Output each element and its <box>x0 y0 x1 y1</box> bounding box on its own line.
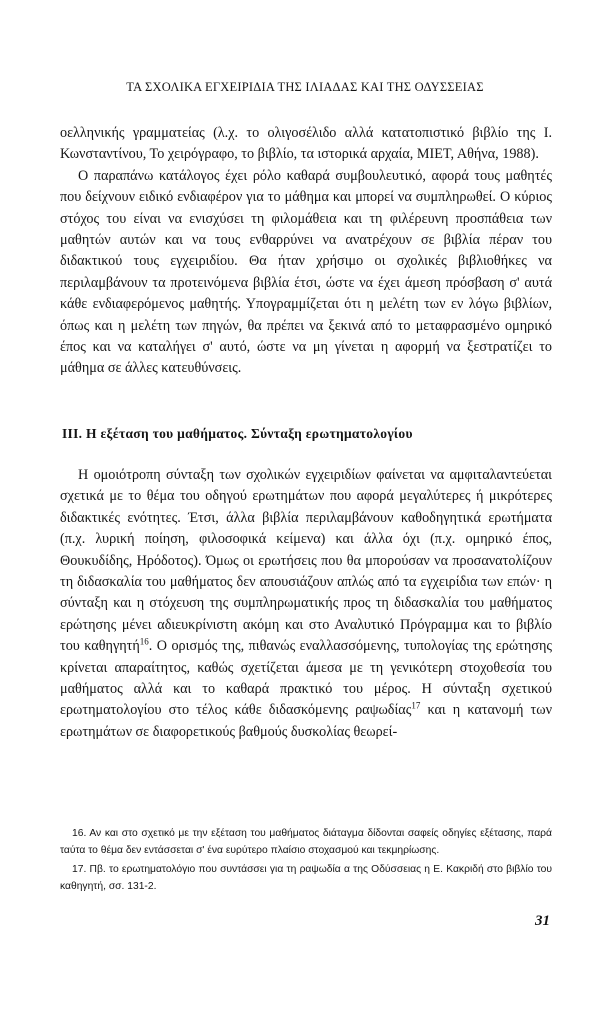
text-run: και η κατανομή των ερωτημάτων σε διαφορετικούς βαθμούς δυσκολίας θεωρεί- <box>60 702 552 740</box>
text-run: . Ο ορισμός της, πιθανώς εναλλασσόμενης, τυπολογίας της ερώτησης κρίνεται απαραίτητος, καθώς σχετίζεται άμεσα με τη γενικότερη στοχοθεσία του μαθήματος αλλά και το καθαρά πρακτικό του μέρος. Η σύνταξη σχετικού ερωτηματολογίου στο τέλος κάθε διδασκόμενης ραψωδίας <box>60 638 552 719</box>
body-text <box>60 123 552 380</box>
paragraph: οελληνικής γραμματείας (λ.χ. το ολιγοσέλιδο αλλά κατατοπιστικό βιβλίο της Ι. Κωνσταντίνου, Το χειρόγραφο, το βιβλίο, τα ιστορικά αρχαία, ΜΙΕΤ, Αθήνα, 1988). <box>60 125 552 163</box>
paragraph: Ο παραπάνω κατάλογος έχει ρόλο καθαρά συμβουλευτικό, αφορά τους μαθητές που δείχνουν ειδικό ενδιαφέρον για το μάθημα και μπορεί να συμπληρωθεί. Ο κύριος στόχος του είναι να ενισχύσει τη φιλομάθεια και τη φιλέρευνη προσπάθεια των μαθητών αυτών και να τους ενθαρρύνει να ανατρέχουν σε βιβλία πέραν του διδακτικού τους εγχειριδίου. Θα ήταν χρήσιμο οι σχολικές βιβλιοθήκες να περιλαμβάνουν τα προτεινόμενα βιβλία έτσι, ώστε να έχει άμεση πρόσβαση σ' αυτά κάθε ενδιαφερόμενος μαθητής. Υπογραμμίζεται ότι η μελέτη των εν λόγω βιβλίων, όπως και η μελέτη των πηγών, θα πρέπει να ξεκινά από το μεταφρασμένο ομηρικό έπος και να καταλήγει σ' αυτό, ώστε να μη γίνεται η αφορμή να ξεστρατίζει το μάθημα σε άλλες κατευθύνσεις. <box>60 167 552 377</box>
footnote-ref-16[interactable]: 16 <box>139 636 149 647</box>
running-header: ΤΑ ΣΧΟΛΙΚΑ ΕΓΧΕΙΡΙΔΙΑ ΤΗΣ ΙΛΙΑΔΑΣ ΚΑΙ ΤΗΣ ΟΔΥΣΣΕΙΑΣ <box>126 80 484 94</box>
footnote-ref-17[interactable]: 17 <box>411 700 421 711</box>
section-heading: ΙΙΙ. Η εξέταση του μαθήματος. Σύνταξη ερωτηματολογίου <box>62 426 413 441</box>
paragraph <box>60 465 552 743</box>
section-text <box>60 465 552 743</box>
page-number: 31 <box>535 913 550 929</box>
footnote-16: 16. Αν και στο σχετικό με την εξέταση του μαθήματος διάταγμα δίδονται σαφείς οδηγίες εξέτασης, παρά ταύτα το θέμα δεν εντάσσεται σ' ένα ευρύτερο πλαίσιο στοχασμού και τεκμηρίωσης. <box>60 828 552 856</box>
text-run: Η ομοιότροπη σύνταξη των σχολικών εγχειριδίων φαίνεται να αμφιταλαντεύεται σχετικά με το θέμα του οδηγού ερωτημάτων που αφορά μεγαλύτερες ή μικρότερες διδακτικές ενότητες. Έτσι, άλλα βιβλία περιλαμβάνουν καθοδηγητικά ερωτήματα (π.χ. λυρική ποίηση, φιλοσοφικά κείμενα) και άλλα όχι (π.χ. ομηρικό έπος, Θουκυδίδης, Ηρόδοτος). Όμως οι ερωτήσεις που θα μπορούσαν να προσανατολίζουν τη διδασκαλία του μαθήματος δεν απουσιάζουν απλώς από τα εγχειρίδια των επών· η σύνταξη και η στόχευση της συμπληρωματικής προς τη διδασκαλία του μαθήματος ερώτησης μένει αδιευκρίνιστη ακόμη και στο Αναλυτικό Πρόγραμμα και το βιβλίο του καθηγητή <box>60 467 552 655</box>
footnote-17: 17. Πβ. το ερωτηματολόγιο που συντάσσει για τη ραψωδία α της Οδύσσειας η Ε. Κακριδή στο βιβλίο του καθηγητή, σσ. 131-2. <box>60 864 552 892</box>
footnotes <box>60 826 552 898</box>
